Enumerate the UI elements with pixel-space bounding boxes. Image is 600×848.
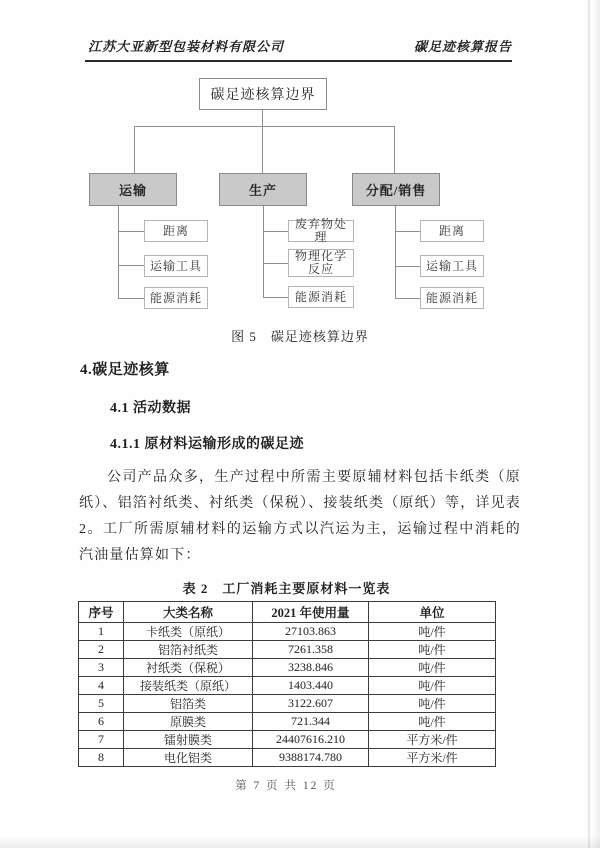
scan-artifact-right-edge — [592, 0, 600, 848]
cell-category: 原膜类 — [124, 713, 253, 731]
subsubsection-heading: 4.1.1 原材料运输形成的碳足迹 — [110, 437, 304, 452]
figure-caption: 图 5 碳足迹核算边界 — [231, 329, 369, 344]
col-header-index: 序号 — [79, 602, 124, 623]
cell-usage: 24407616.210 — [253, 731, 369, 749]
diagram-leaf-vehicle — [420, 255, 484, 277]
connector-line — [118, 265, 144, 266]
branch-label: 分配/销售 — [365, 183, 427, 198]
diagram-leaf-energy — [144, 287, 208, 309]
cell-category: 接装纸类（原纸） — [124, 677, 253, 695]
cell-index: 7 — [79, 731, 124, 749]
connector-line — [134, 126, 135, 173]
leaf-label: 能源消耗 — [425, 290, 478, 305]
cell-category: 电化铝类 — [124, 749, 253, 767]
diagram-branch-distribution — [352, 173, 440, 206]
leaf-label: 能源消耗 — [294, 289, 347, 304]
table-row — [79, 641, 496, 659]
cell-category: 衬纸类（保税） — [124, 659, 253, 677]
connector-line — [395, 231, 420, 232]
leaf-label: 能源消耗 — [149, 290, 202, 305]
connector-line — [394, 126, 395, 173]
connector-line — [263, 297, 288, 298]
cell-unit: 吨/件 — [369, 677, 496, 695]
diagram-leaf-distance — [420, 220, 484, 242]
table-row — [79, 731, 496, 749]
diagram-branch-transport — [89, 173, 177, 206]
boundary-diagram — [0, 75, 600, 325]
col-header-category: 大类名称 — [124, 602, 253, 623]
col-header-unit: 单位 — [369, 602, 496, 623]
leaf-label: 废弃物处理 — [294, 217, 347, 244]
connector-line — [262, 126, 263, 173]
cell-unit: 吨/件 — [369, 641, 496, 659]
connector-line — [118, 298, 144, 299]
diagram-root-label: 碳足迹核算边界 — [210, 88, 316, 103]
connector-line — [263, 206, 264, 297]
diagram-leaf-energy — [420, 287, 484, 309]
section-heading: 4.碳足迹核算 — [80, 362, 170, 378]
header-report-title: 碳足迹核算报告 — [413, 39, 512, 54]
leaf-label: 运输工具 — [149, 258, 202, 273]
cell-unit: 平方米/件 — [369, 749, 496, 767]
header-company-name: 江苏大亚新型包装材料有限公司 — [88, 39, 285, 54]
materials-table — [78, 601, 496, 767]
cell-unit: 平方米/件 — [369, 731, 496, 749]
table-header-row — [79, 602, 496, 623]
page-footer: 第 7 页 共 12 页 — [235, 780, 337, 792]
cell-index: 2 — [79, 641, 124, 659]
connector-line — [118, 206, 119, 299]
connector-line — [118, 231, 144, 232]
cell-unit: 吨/件 — [369, 623, 496, 641]
connector-line — [395, 266, 420, 267]
cell-unit: 吨/件 — [369, 713, 496, 731]
diagram-branch-production — [219, 173, 307, 206]
leaf-label: 距离 — [162, 223, 189, 238]
cell-index: 3 — [79, 659, 124, 677]
diagram-root-box — [199, 78, 327, 110]
page-header — [88, 36, 512, 55]
cell-index: 1 — [79, 623, 124, 641]
scan-artifact-line — [588, 0, 590, 848]
cell-usage: 9388174.780 — [253, 749, 369, 767]
subsection-heading: 4.1 活动数据 — [110, 401, 191, 416]
table-row — [79, 749, 496, 767]
cell-usage: 1403.440 — [253, 677, 369, 695]
diagram-leaf-physchem — [288, 249, 354, 277]
cell-index: 8 — [79, 749, 124, 767]
table-row — [79, 713, 496, 731]
diagram-leaf-distance — [144, 220, 208, 242]
diagram-leaf-vehicle — [144, 255, 208, 277]
cell-index: 4 — [79, 677, 124, 695]
connector-line — [395, 298, 420, 299]
cell-unit: 吨/件 — [369, 659, 496, 677]
leaf-label: 运输工具 — [425, 258, 478, 273]
table-row — [79, 695, 496, 713]
cell-category: 卡纸类（原纸） — [124, 623, 253, 641]
diagram-leaf-waste — [288, 217, 354, 244]
scan-artifact-bottom-edge — [0, 836, 600, 848]
cell-usage: 3238.846 — [253, 659, 369, 677]
table-title: 表 2 工厂消耗主要原材料一览表 — [182, 581, 391, 596]
leaf-label: 物理化学反应 — [294, 249, 347, 276]
connector-line — [263, 231, 288, 232]
body-paragraph: 公司产品众多，生产过程中所需主要原辅材料包括卡纸类（原纸）、铝箔衬纸类、衬纸类（保税）、接装纸类（原纸）等，详见表 2。工厂所需原辅材料的运输方式以汽运为主，运输过程中消耗的汽油量估算如下： — [79, 470, 521, 563]
leaf-label: 距离 — [438, 223, 465, 238]
connector-line — [395, 206, 396, 299]
branch-label: 生产 — [248, 183, 277, 198]
cell-category: 铝箔类 — [124, 695, 253, 713]
cell-usage: 7261.358 — [253, 641, 369, 659]
cell-usage: 3122.607 — [253, 695, 369, 713]
branch-label: 运输 — [118, 183, 147, 198]
cell-index: 5 — [79, 695, 124, 713]
header-rule — [85, 60, 512, 62]
connector-line — [134, 126, 395, 127]
table-row — [79, 623, 496, 641]
connector-line — [262, 110, 263, 126]
table-row — [79, 677, 496, 695]
cell-usage: 27103.863 — [253, 623, 369, 641]
cell-unit: 吨/件 — [369, 695, 496, 713]
col-header-usage: 2021 年使用量 — [253, 602, 369, 623]
cell-category: 镭射膜类 — [124, 731, 253, 749]
connector-line — [263, 263, 288, 264]
diagram-leaf-energy — [288, 286, 354, 308]
cell-category: 铝箔衬纸类 — [124, 641, 253, 659]
cell-index: 6 — [79, 713, 124, 731]
cell-usage: 721.344 — [253, 713, 369, 731]
table-row — [79, 659, 496, 677]
